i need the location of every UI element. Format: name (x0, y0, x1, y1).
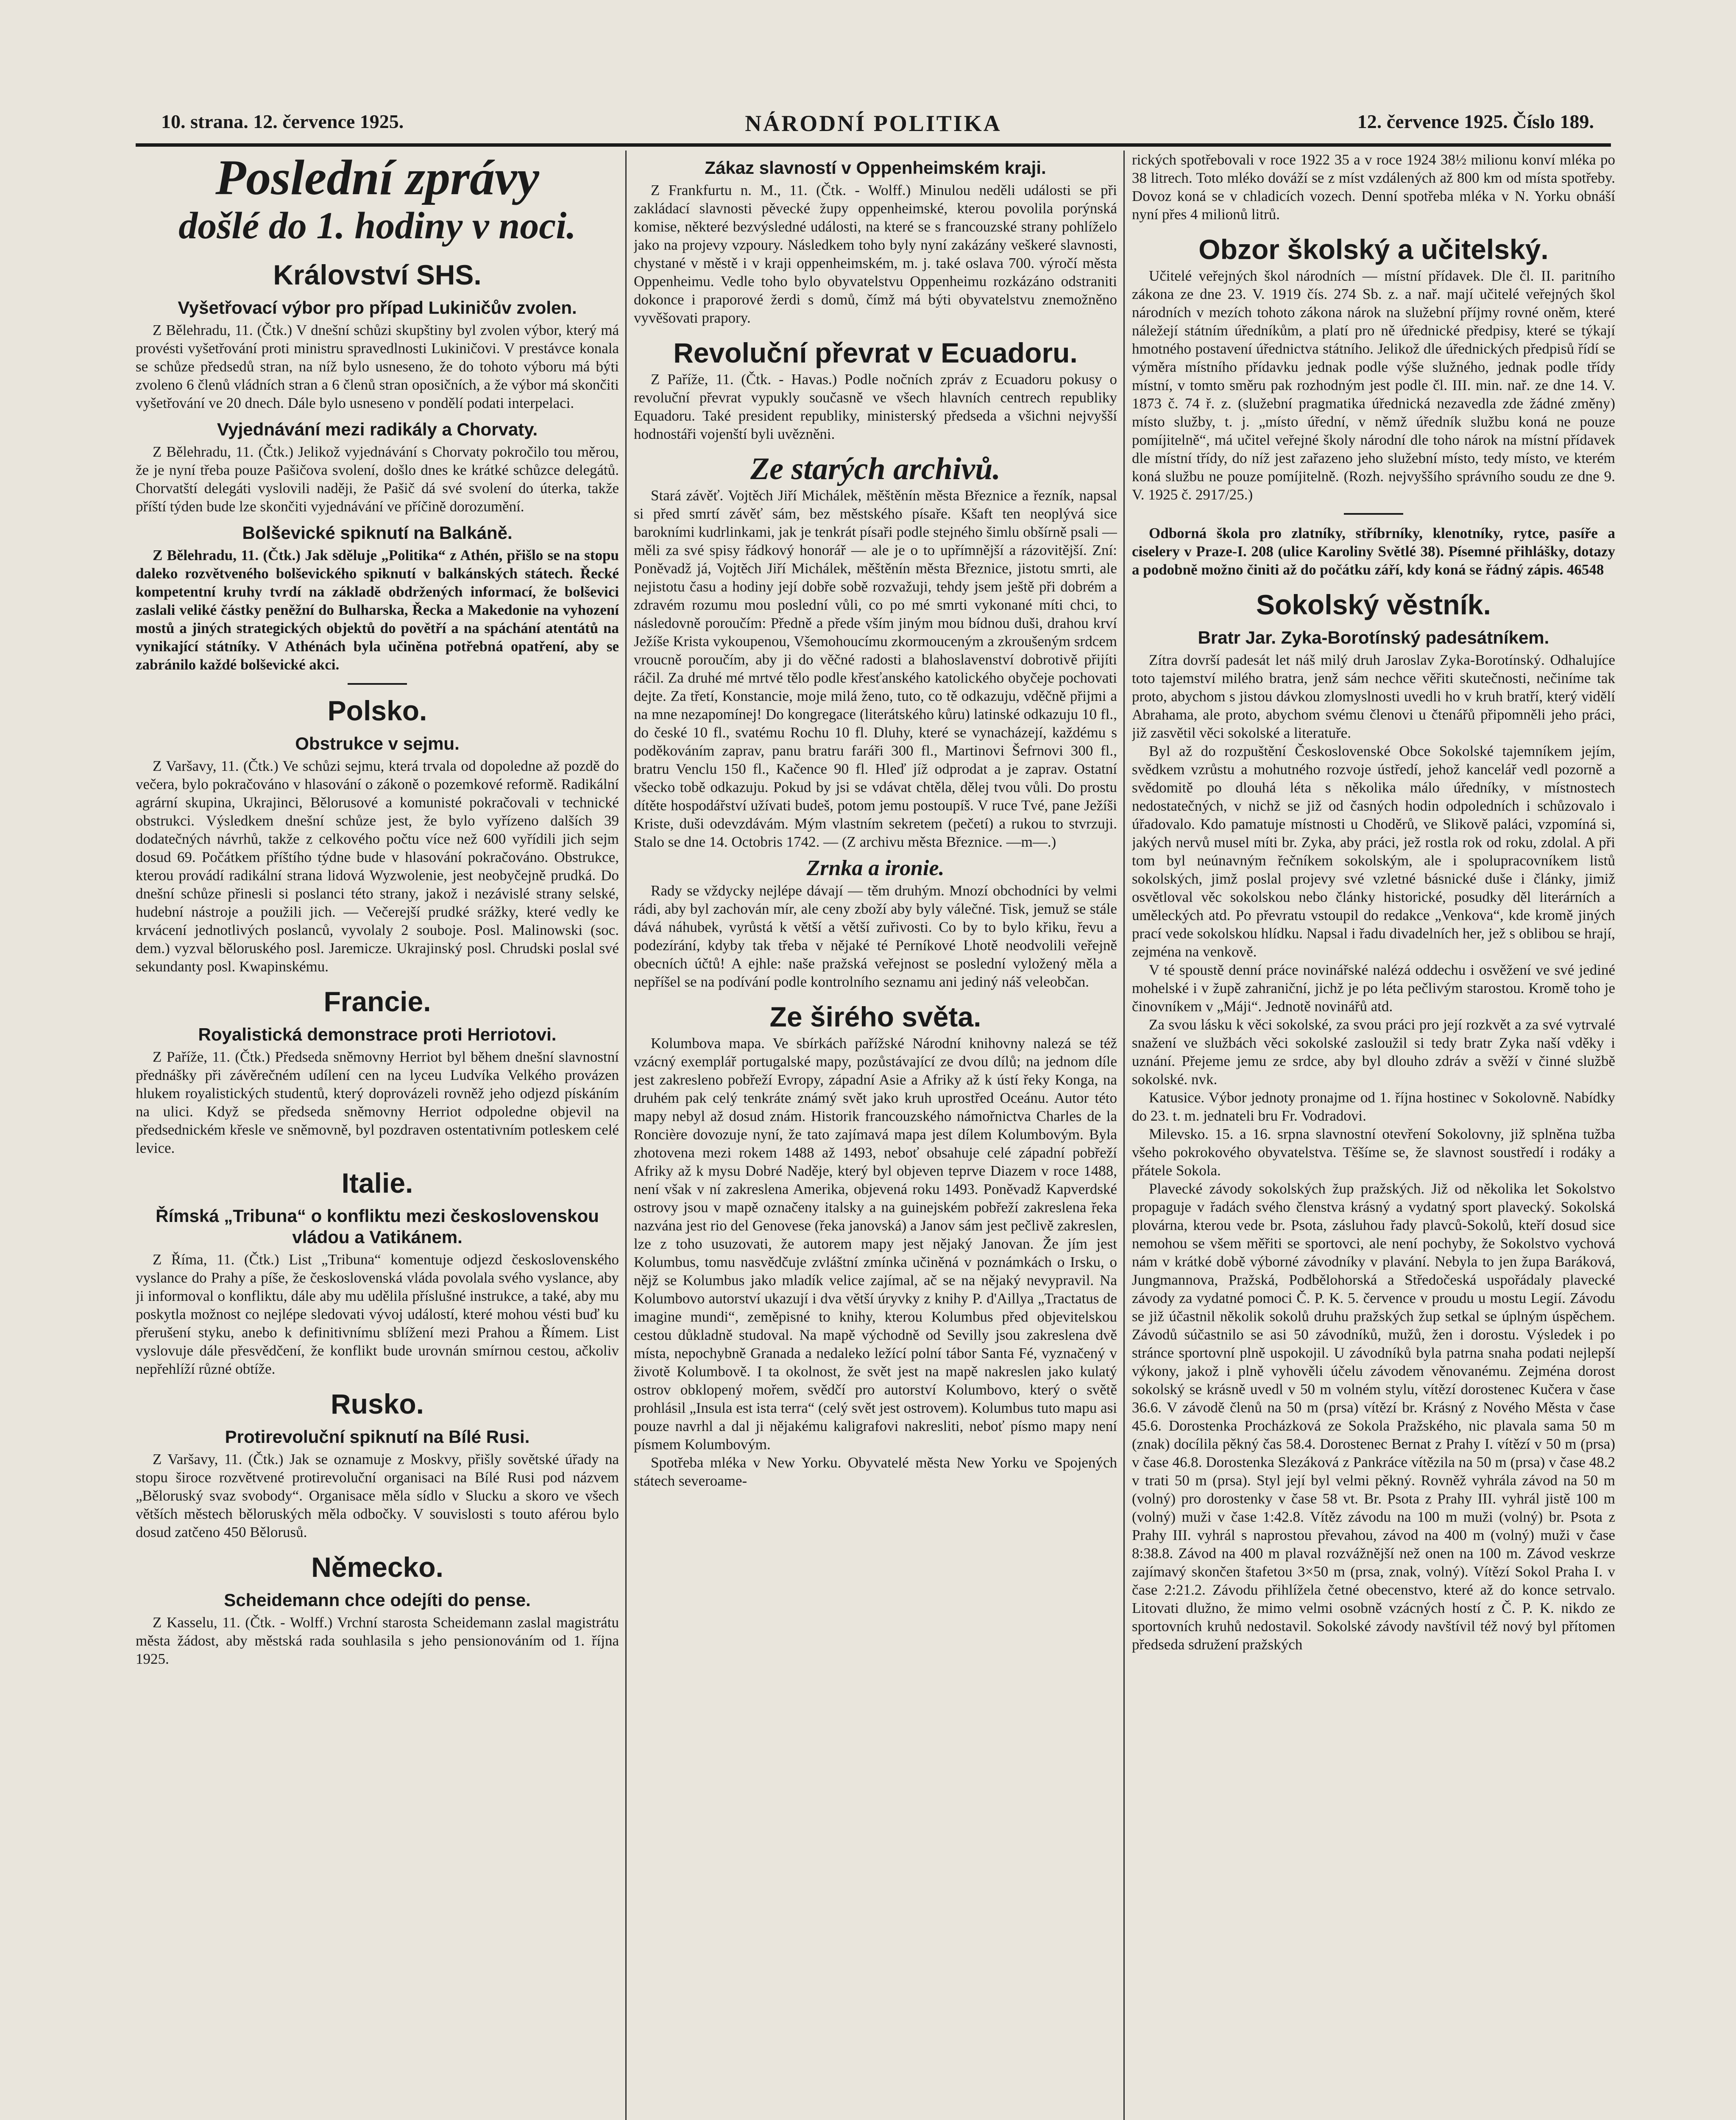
article-title: Zákaz slavností v Oppenheimském kraji. (705, 158, 1046, 178)
rubric-heading: Ze širého světa. (769, 1001, 981, 1032)
article-text: Z Kasselu, 11. (Čtk. - Wolff.) Vrchní starosta Scheidemann zaslal magistrátu města žádost, aby městská rada souhlasila s jeho pensionováním od 1. října 1925. (136, 1614, 619, 1667)
article-text: Kolumbova mapa. Ve sbírkách pařížské Národní knihovny nalezá se též vzácný exemplář portugalské mapy, pozůstávající ze dvou dílů; na jednom díle jest zakresleno pobřeží Evropy, západní Asie a Afriky až k ústí řeky Konga, na druhém pak celý tenkráte známý svět jako kruh uprostřed Oceánu. Autor této mapy nebyl až dosud znám. Historik francouzského námořnictva Charles de la Roncière dovozuje nyní, že tato zajímavá mapa jest dílem Kolumbovým. Byla zhotovena mezi rokem 1488 až 1493, neboť obsahuje celé západní pobřeží Afriky až k mysu Dobré Naděje, který byl objeven teprve Diazem v roce 1488, není však v ní zakreslena Amerika, objevená roku 1493. Poněvadž Kapverdské ostrovy jsou v mapě označeny italsky a na guinejském pobřeží zakreslena řeka nazvána jest rio del Genovese (řeka janovská) a Janov sám jest pečlivě zakreslen, lze z toho usuzovati, že autorem mapy jest nějaký Janovan. Že jím jest Kolumbus, tomu nasvědčuje zvláštní zmínka učiněná v poznámkách o Irsku, o nějž se Kolumbus jako mladík velice zajímal, ač se na nějaký nevypravil. Na Kolumbovo autorství ukazují i dva větší úryvky z knihy P. d'Aillya „Tractatus de imagine mundi“, zeměpisné to knihy, kterou Kolumbus před objevitelskou cestou důkladně studoval. Na mapě východně od Sevilly jsou zakreslena dvě místa, nepochybně Granada a nedaleko ležící polní tábor Santa Fé, vyznačený v životě Kolumbově. I ta okolnost, že svět jest na mapě nakreslen jako kulatý ostrov obklopený mořem, svědčí pro autorství Kolumbovo, který o světě prohlásil „Insula est ista terra“ (celý svět jest ostrovem). Kolumbus tuto mapu asi pouze navrhl a dal ji nějakému kaligrafovi nakresliti, neboť písmo mapy není písmem Kolumbovým. (634, 1035, 1117, 1453)
section-subtitle: došlé do 1. hodiny v noci. (178, 205, 576, 247)
newspaper-page (127, 98, 1619, 2120)
article-text: Stará závěť. Vojtěch Jiří Michálek, měštěnín města Březnice a řezník, napsal si před smrtí závěť sám, bez městského písaře. Kšaft ten neoplývá sice barokními kudrlinkami, jak je tenkrát písaři podle stejného šimlu obšírně psali — měli za své spisy řádkový honorář — ale je o to upřímnější a rázovitější. Zní: Poněvadž já, Vojtěch Jiří Michálek, měštěnín města Březnice, jistotu smrti, ale nejistotu času a hodiny její dobře sobě rozvažuji, tehdy jsem ještě při dobrém a zdravém rozumu mou poslední vůli, co po mé smrti vykonané míti chci, to následovně poroučím: Předně a přede vším jiným mou bídnou duši, drahou krví Ježíše Krista vykoupenou, Všemohoucímu zkormouceným a zkroušeným srdcem vroucně poroučím, aby ji do věčné radosti a blahoslavenství dobrotivě přijíti ráčil. Za druhé mé mrtvé tělo podle křesťanského katolického obyčeje pochovati dejte. Za třetí, Konstancie, moje milá ženo, tuto, co tě odkazuju, vděčně přijmi a na mne nezapomínej! Do kongregace (literátského kůru) latinské odkazuju 10 fl., do české 10 fl., svatému Rochu 10 fl. Dluhy, které se vynacházejí, každému s poděkováním zaprav, panu bratru faráři 300 fl., Martinovi Šefrnovi 300 fl., bratru Venclu 150 fl., Kačence 90 fl. Hleď jíž odprodat a je zaprav. Ostatní všecko tobě odkazuju. Pokud by jsi se vdávat chtěla, dělej tvou vůli. Do prostu dítěte hospodářství užívati budeš, potom jemu postoupíš. V ruce Tvé, pane Ježíši Kriste, duši odevzdávám. Mým vlastním sekretem (pečetí) a rukou to stvrzuji. Stalo se dne 14. Octobris 1742. — (Z archivu města Březnice. —m—.) (634, 487, 1117, 850)
article-text: Katusice. Výbor jednoty pronajme od 1. října hostinec v Sokolovně. Nabídky do 23. t. m. jednateli bru Fr. Vodradovi. (1132, 1089, 1615, 1124)
article-text: Z Bělehradu, 11. (Čtk.) Jelikož vyjednávání s Chorvaty pokročilo tou měrou, že je nyní třeba pouze Pašičova svolení, došlo dnes ke krátké schůzce delegátů. Chorvatští delegáti vyslovili naději, že Pašič dá své svolení do úterka, takže příští týden bude lze skončiti vyjednávání ve příčině dorozumění. (136, 444, 619, 515)
page-header (127, 110, 1619, 144)
country-heading-nemecko: Německo. (311, 1551, 443, 1583)
rubric-heading: Obzor školský a učitelský. (1198, 234, 1549, 265)
article-text: Z Bělehradu, 11. (Čtk.) Jak sděluje „Politika“ z Athén, přišlo se na stopu daleko rozvětveného bolševického spiknutí v balkánských státech. Řecké kompetentní kruhy tvrdí na základě obdržených informací, že bolševici zaslali veliké částky peněžní do Bulharska, Řecka a Makedonie na vyhození mostů a jiných strategických objektů do povětří a na spáchání atentátů na vynikající státníky. V Athénách byla učiněna potřebná opatření, aby se zabránilo každé bolševické akci. (136, 547, 619, 673)
article-text: Zítra dovrší padesát let náš milý druh Jaroslav Zyka-Borotínský. Odhalujíce toto tajemství milého bratra, jenž sám nechce věřiti skutečnosti, nečiníme tak proto, abychom s jistou dávkou zlomyslnosti uvedli ho v kruh bratří, který vidělí Abrahama, ale proto, abychom svému členovi u čtenářů připomněli jeho práci, již zasvětil věci sokolské a literatuře. (1132, 652, 1615, 741)
article-title: Římská „Tribuna“ o konfliktu mezi československou vládou a Vatikánem. (156, 1206, 599, 1247)
article-heading: Revoluční převrat v Ecuadoru. (673, 337, 1078, 368)
article-title: Vyjednávání mezi radikály a Chorvaty. (217, 419, 538, 439)
header-date-left: 10. strana. 12. července 1925. (161, 111, 404, 132)
article-title: Bratr Jar. Zyka-Borotínský padesátníkem. (1198, 628, 1549, 647)
article-text: Z Říma, 11. (Čtk.) List „Tribuna“ komentuje odjezd československého vyslance do Prahy a píše, že československá vláda povolala svého vyslance, aby ji informoval o konfliktu, dále aby mu udělila příslušné instrukce, a také, aby mu poskytla možnost co nejlépe sledovati vývoj událostí, které mohou vésti buď ku přerušení styku, anebo k definitivnímu sblížení mezi Prahou a Římem. List vyslovuje dále přesvědčení, že konflikt bude urovnán smírnou cestou, ačkoliv nepřehlíží různé obtíže. (136, 1251, 619, 1377)
rubric-heading: Ze starých archivů. (750, 452, 1000, 486)
article-text: Z Paříže, 11. (Čtk. - Havas.) Podle nočních zpráv z Ecuadoru pokusy o revoluční převrat vypukly současně ve všech hlavních centrech republiky Equadoru. Také president republiky, ministerský předseda a všichni nejvyšší hodnostáři vojenští byli uvězněni. (634, 371, 1117, 442)
country-heading-rusko: Rusko. (330, 1388, 424, 1420)
article-text: V té spoustě denní práce novinářské nalézá oddechu i osvěžení ve své jediné mohelské i v župě zahraniční, jichž je po léta pečlivým starostou. Kromě toho je činovníkem v „Máji“. Jednotě novinářů atd. (1132, 962, 1615, 1015)
header-issue-right: 12. července 1925. Číslo 189. (1357, 111, 1594, 132)
school-notice: Odborná škola pro zlatníky, stříbrníky, klenotníky, rytce, pasíře a ciselery v Praze-I. 208 (ulice Karoliny Světlé 38). Písemné přihlášky, dotazy a podobně možno činiti až do počátku září, kdy koná se řádný zápis. 46548 (1132, 525, 1615, 578)
rubric-heading: Sokolský věstník. (1256, 589, 1491, 620)
article-text: Plavecké závody sokolských žup pražských. Již od několika let Sokolstvo propaguje v řadách svého členstva krásný a vydatný sport plavecký. Sokolská plovárna, kterou vede br. Psota, zásluhou řady plavců-Sokolů, kteří dosud sice nemohou se všem měřiti se sportovci, ale není pochyby, že Sokolstvo vychová nám v krátké době výborné závodníky v plavání. Nebyla to jen župa Baráková, Jungmannova, Pražská, Podbělohorská a Středočeská uspořádaly plavecké závody za vydatné pomoci Č. P. K. 5. července v proudu u mostu Legií. Závodu se již účastnil několik sokolů druhu pražských žup setkal se úplným úspěchem. Závodů súčastnilo se asi 50 závodníků, mužů, žen i dorostu. Výsledek i po stránce sportovní plně uspokojil. U závodníků byla patrna snaha podati nejlepší výkony, jakož i plně vyhověli účelu závodem věnovanému. Zejména dorost sokolský se krásně uvedl v 50 m volném stylu, vítězí dorostenec Kučera v čase 36.6. V závodě členů na 50 m (prsa) vítězí br. Krásný z Nového Města v čase 45.6. Dorostenka Procházková ze Sokola Pražského, nic plavala sama 50 m (znak) docílila pěkný čas 58.4. Dorostenec Bernat z Prahy I. vítězí v 50 m (prsa) v čase 46.8. Dorostenka Slezáková z Pankrácе vítězila na 50 m (prsa) v čase 48.2 v trati 50 m (prsa). Styl její byl velmi pěkný. Rovněž vyhrála závod na 50 m (volný) pro dorostenky v čase 58 vt. Br. Psota z Prahy III. vyhrál jistě 100 m (volný) muži v čase 1:42.8. Vítěz závodu na 100 m muži (volný) br. Psota z Prahy III. vyhrál s naprostou převahou, závod na 400 m (volný) muži v čase 8:38.8. Závod na 400 m plaval rozvážnější než onen na 100 m. Závod veskrze zajímavý skončen štafetou 3×50 m (prsa, znak, volný). Vítězí Sokol Praha I. v čase 2:21.2. Závodu přihlížela četné obecenstvo, které až do konce setrvalo. Litovati dlužno, že mimo velmi osobně vzácných hostí z Č. P. K. nikdo ze sportovních kruhů nedostavil. Sokolské závody navštívil též nový byl přítomen předseda sdružení pražských (1132, 1180, 1615, 1653)
rubric-heading: Zrnka a ironie. (806, 856, 945, 880)
country-heading-polsko: Polsko. (327, 695, 427, 726)
article-text: Z Paříže, 11. (Čtk.) Předseda sněmovny Herriot byl během dnešní slavnostní přednášky při závěrečném udílení cen na lyceu Ludvíka Velkého provázen hlukem royalistických studentů, který doprovázeli rovněž jeho odjezd pískáním na ulici. Když se předseda sněmovny Herriot odpoledne objevil na předsednickém křesle ve sněmovně, byl pozdraven ostentativním potleskem celé levice. (136, 1049, 619, 1156)
column-divider-2 (1123, 151, 1125, 2120)
article-text: Z Frankfurtu n. M., 11. (Čtk. - Wolff.) Minulou neděli události se při zakládací slavnosti pěvecké župy oppenheimské, kterou povolila porýnská komise, některé bezvýsledné události, na které se s francouzské strany pohlíželo jako na projevy vzpoury. Následkem toho byly nyní zakázány veškeré slavnosti, chystané v městě i v kraji oppenheimském, m. j. také oslava 700. výročí města Oppenheimu. Vedle toho bylo obyvatelstvu Oppenheimu rozkázáno odstraniti dokonce i praporové žerdi s domů, čímž má býti obyvatelstvu znemožněno vyvěšovati prapory. (634, 182, 1117, 326)
article-text: Spotřeba mléka v New Yorku. Obyvatelé města New Yorku ve Spojených státech severoame- (634, 1454, 1117, 1489)
header-rule (136, 143, 1611, 147)
country-heading-italie: Italie. (341, 1167, 413, 1199)
masthead: NÁRODNÍ POLITIKA (745, 111, 1002, 136)
section-title: Poslední zprávy (215, 151, 539, 205)
article-text: Z Varšavy, 11. (Čtk.) Jak se oznamuje z Moskvy, přišly sovětské úřady na stopu široce rozvětvené protirevoluční organisaci na Bílé Rusi pod názvem „Běloruský svaz svobody“. Organisace měla sídlo v Slucku a skoro ve všech větších městech běloruských měla odbočky. V souvislosti s touto aférou bylo dosud zatčeno 450 Bělorusů. (136, 1451, 619, 1540)
article-text: Učitelé veřejných škol národních — místní přídavek. Dle čl. II. paritního zákona ze dne 23. V. 1919 čís. 274 Sb. z. a nař. mají učitelé veřejných škol národních v mezích tohoto zákona nárok na služební příjmy rovné oněm, které náležejí státním úředníkům, a platí pro ně úřednické předpisy, které se týkají hmotného postavení úřednictva státního. Jelikož dle úřednických předpisů řídí se výměra místního přídavku jednak podle výše služného, jednak podle třídy místní, v tomto směru pak rozhodným jest podle čl. III. min. nař. ze dne 14. V. 1873 č. 74 ř. z. (služební pragmatika úřednická nezavedla zde žádné změny) místo služby, t. j. „místo úřední, v němž úředník službu koná ne pouze pomíjitelně“, má učitel veřejné školy národní dle toho nárok na místní přídavek dle místní třídy, do níž jest zařazeno jeho služební místo, tedy místo, ve kterém koná službu ne pouze pomíjitelně. (Rozh. nejvyššího správního soudu ze dne 9. V. 1925 č. 2917/25.) (1132, 268, 1615, 503)
article-text: Byl až do rozpuštění Československé Obce Sokolské tajemníkem jejím, svědkem vzrůstu a mohutného rozvoje ústředí, jehož kancelář vedl pozorně a svědomitě po dlouhá léta s několika málo úředníky, v místnostech nedostatečných, v nichž se již od časných hodin odpoledních i schůzovalo i úřadovalo. Kdo pamatuje místnosti u Choděrů, ve Slikově paláci, vzpomíná si, jakých nervů musel míti br. Zyka, aby práci, jež rostla rok od roku, zdolal. A při tom byl neúnavným řečníkem sokolským, ale i spolupracovníkem listů sokolských, jimž poslal projevy své vzletné básnické duše i články, jimiž osvětloval věc sokolskou nebo články historické, posudky děl literárních a uměleckých atd. Po převratu vstoupil do redakce „Venkova“, kde kromě jiných prací vede sokolskou hlídku. Napsal i řadu divadelních her, jež s oblibou se hrají, zejména na venkově. (1132, 743, 1615, 960)
article-text: Z Varšavy, 11. (Čtk.) Ve schůzi sejmu, která trvala od dopoledne až pozdě do večera, bylo pokračováno v hlasování o zákoně o pozemkové reformě. Radikální agrární skupina, Ukrajinci, Bělorusové a komunisté pokračovali v technické obstrukci. Výsledkem dnešní schůze jest, že bylo vyřízeno dalších 39 dodatečných návrhů, takže z celkového počtu více než 600 vyřídili jich sejm dosud 69. Počátkem příštího týdne bude v hlasování pokračováno. Obstrukce, kterou provádí radikální strana lidová Wyzwolenie, jest neobyčejně prudká. Do dnešní schůze přinesli si poslanci této strany, jakož i nezávislé strany selské, hudební nástroje a použili jich. — Večerejší prudké srážky, které vedly ke krvácení jednotlivých poslanců, vyvolaly 2 souboje. Posl. Malinowski (soc. dem.) vyzval běloruského posl. Jaremicze. Ukrajinský posl. Chrudski poslal své sekundanty posl. Kwapinskému. (136, 758, 619, 975)
article-text: Milevsko. 15. a 16. srpna slavnostní otevření Sokolovny, již splněna tužba všeho pokrokového obyvatelstva. Těšíme se, že slavnost soustředí i rodáky a přátele Sokola. (1132, 1126, 1615, 1179)
article-text: Za svou lásku k věci sokolské, za svou práci pro její rozkvět a za své vytrvalé snažení ve službách věci sokolské zasloužil si tedy bratr Zyka naší vděky i uznání. Přejeme jemu ze srdce, aby byl dlouho zdráv a svěží v činné službě sokolské. nvk. (1132, 1016, 1615, 1088)
column-1 (136, 151, 619, 2120)
article-text: rických spotřebovali v roce 1922 35 a v roce 1924 38½ milionu konví mléka po 38 litrech. Toto mléko dováží se z míst vzdálených až 800 km od místa spotřeby. Dovoz koná se v chladicích vozech. Denní spotřeba mléka v N. Yorku obnáší nyní přes 4 milionů litrů. (1132, 151, 1615, 223)
article-text: Rady se vždycky nejlépe dávají — těm druhým. Mnozí obchodníci by velmi rádi, aby byl zachován mír, ale ceny zboží aby byly válečné. Tisk, jemuž se stále dává náhubek, vyrůstá k větší a větší zuřivosti. Co by to bylo křiku, řevu a podezírání, kdyby tak třeba v nějaké té Perníkové Lhotě neodvolili veřejně obecních účtů! A ejhle: naše pražská veřejnost se poslední vyložený měla a nepříšel se na podívání podle kontrolního seznamu ani jediný náš veleobčan. (634, 882, 1117, 990)
column-divider-1 (625, 151, 627, 2120)
country-heading-shs: Království SHS. (273, 259, 482, 290)
country-heading-francie: Francie. (323, 986, 431, 1017)
article-title: Bolševické spiknutí na Balkáně. (242, 523, 513, 543)
article-title: Vyšetřovací výbor pro případ Lukiničův zvolen. (178, 298, 577, 318)
column-2 (634, 151, 1117, 2120)
separator (1344, 513, 1403, 515)
article-text: Z Bělehradu, 11. (Čtk.) V dnešní schůzi skupštiny byl zvolen výbor, který má provésti vyšetřování proti ministru spravedlnosti Lukiničovi. V prestávce konala se schůze předsedů stran, na níž bylo usneseno, že do tohoto výboru má býti zvoleno 6 členů vládních stran a 6 členů stran oposičních, a že výbor má skončiti vyšetřování ve 20 dnech. Dále bylo usneseno v pondělí podati interpelaci. (136, 322, 619, 411)
article-title: Royalistická demonstrace proti Herriotovi. (198, 1024, 557, 1044)
article-title: Protirevoluční spiknutí na Bílé Rusi. (225, 1427, 530, 1447)
column-3 (1132, 151, 1615, 2120)
article-title: Scheidemann chce odejíti do pense. (224, 1590, 531, 1610)
separator (348, 683, 407, 685)
article-title: Obstrukce v sejmu. (295, 734, 460, 753)
